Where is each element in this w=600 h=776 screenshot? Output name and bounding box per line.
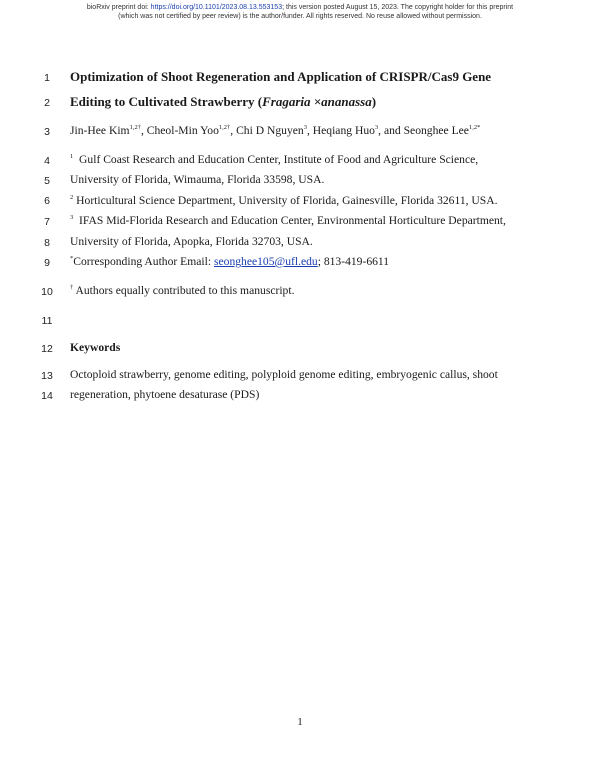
species-name: Fragaria ×ananassa — [262, 94, 372, 109]
doi-link[interactable]: https://doi.org/10.1101/2023.08.13.553153 — [150, 4, 283, 11]
keywords-heading: Keywords — [70, 341, 121, 354]
line-number: 9 — [44, 257, 50, 269]
line-number: 11 — [41, 315, 53, 327]
page-number: 1 — [297, 716, 303, 728]
author-name: Chi D Nguyen — [236, 124, 304, 137]
affiliation-3-continued: University of Florida, Apopka, Florida 32703, USA. — [70, 235, 313, 248]
affiliation-1: $^1$ Gulf Coast Research and Education Center, Institute of Food and Agriculture Science, — [70, 153, 479, 166]
line-number: 6 — [44, 195, 50, 207]
line-number: 10 — [41, 286, 53, 298]
paper-title-line-2: Editing to Cultivated Strawberry (Fragaria ×ananassa) — [70, 94, 377, 109]
line-number: 8 — [44, 237, 50, 249]
author-name: Heqiang Huo — [312, 124, 375, 137]
author-name: Jin-Hee Kim — [70, 124, 130, 137]
line-number: 2 — [44, 97, 50, 109]
line-number: 7 — [44, 216, 50, 228]
banner-line-1: bioRxiv preprint doi: https://doi.org/10.1101/2023.08.13.553153; this version posted August 15, 2023. The copyright holder for this preprint — [86, 4, 514, 11]
line-number: 13 — [41, 370, 53, 382]
author-list: Jin-Hee Kim$^{1,2\dagger}$, Cheol-Min Yoo$^{1,2\dagger}$, Chi D Nguyen$^3$, Heqiang Huo$^3$, and Seonghee Lee$^{1,2*}$ — [70, 124, 481, 137]
paper-title-line-1: Optimization of Shoot Regeneration and Application of CRISPR/Cas9 Gene — [70, 69, 492, 84]
keywords-line-1: Octoploid strawberry, genome editing, polyploid genome editing, embryogenic callus, shoot — [70, 368, 498, 381]
author-name: Cheol-Min Yoo — [146, 124, 219, 137]
affiliation-3: $^3$ IFAS Mid-Florida Research and Education Center, Environmental Horticulture Department, — [70, 214, 506, 227]
keywords-line-2: regeneration, phytoene desaturase (PDS) — [70, 388, 260, 401]
email-link[interactable]: seonghee105@ufl.edu — [213, 255, 318, 268]
banner-line-2: (which was not certified by peer review) is the author/funder. All rights reserved. No reuse allowed without permission. — [118, 13, 482, 20]
affiliation-1-continued: University of Florida, Wimauma, Florida 33598, USA. — [70, 173, 325, 186]
author-name: Seonghee Lee — [403, 124, 469, 137]
line-number: 4 — [44, 155, 50, 167]
equal-contribution-note: † Authors equally contributed to this manuscript. — [70, 284, 295, 297]
line-number: 12 — [41, 343, 53, 355]
affiliation-2: $^2$ Horticultural Science Department, University of Florida, Gainesville, Florida 32611, USA. — [70, 194, 498, 207]
line-number: 1 — [44, 72, 50, 84]
corresponding-author: *Corresponding Author Email: seonghee105@ufl.edu; 813-419-6611 — [70, 255, 390, 268]
line-number: 3 — [44, 126, 50, 138]
line-number: 5 — [44, 175, 50, 187]
preprint-banner — [0, 3, 600, 21]
line-number: 14 — [41, 390, 53, 402]
